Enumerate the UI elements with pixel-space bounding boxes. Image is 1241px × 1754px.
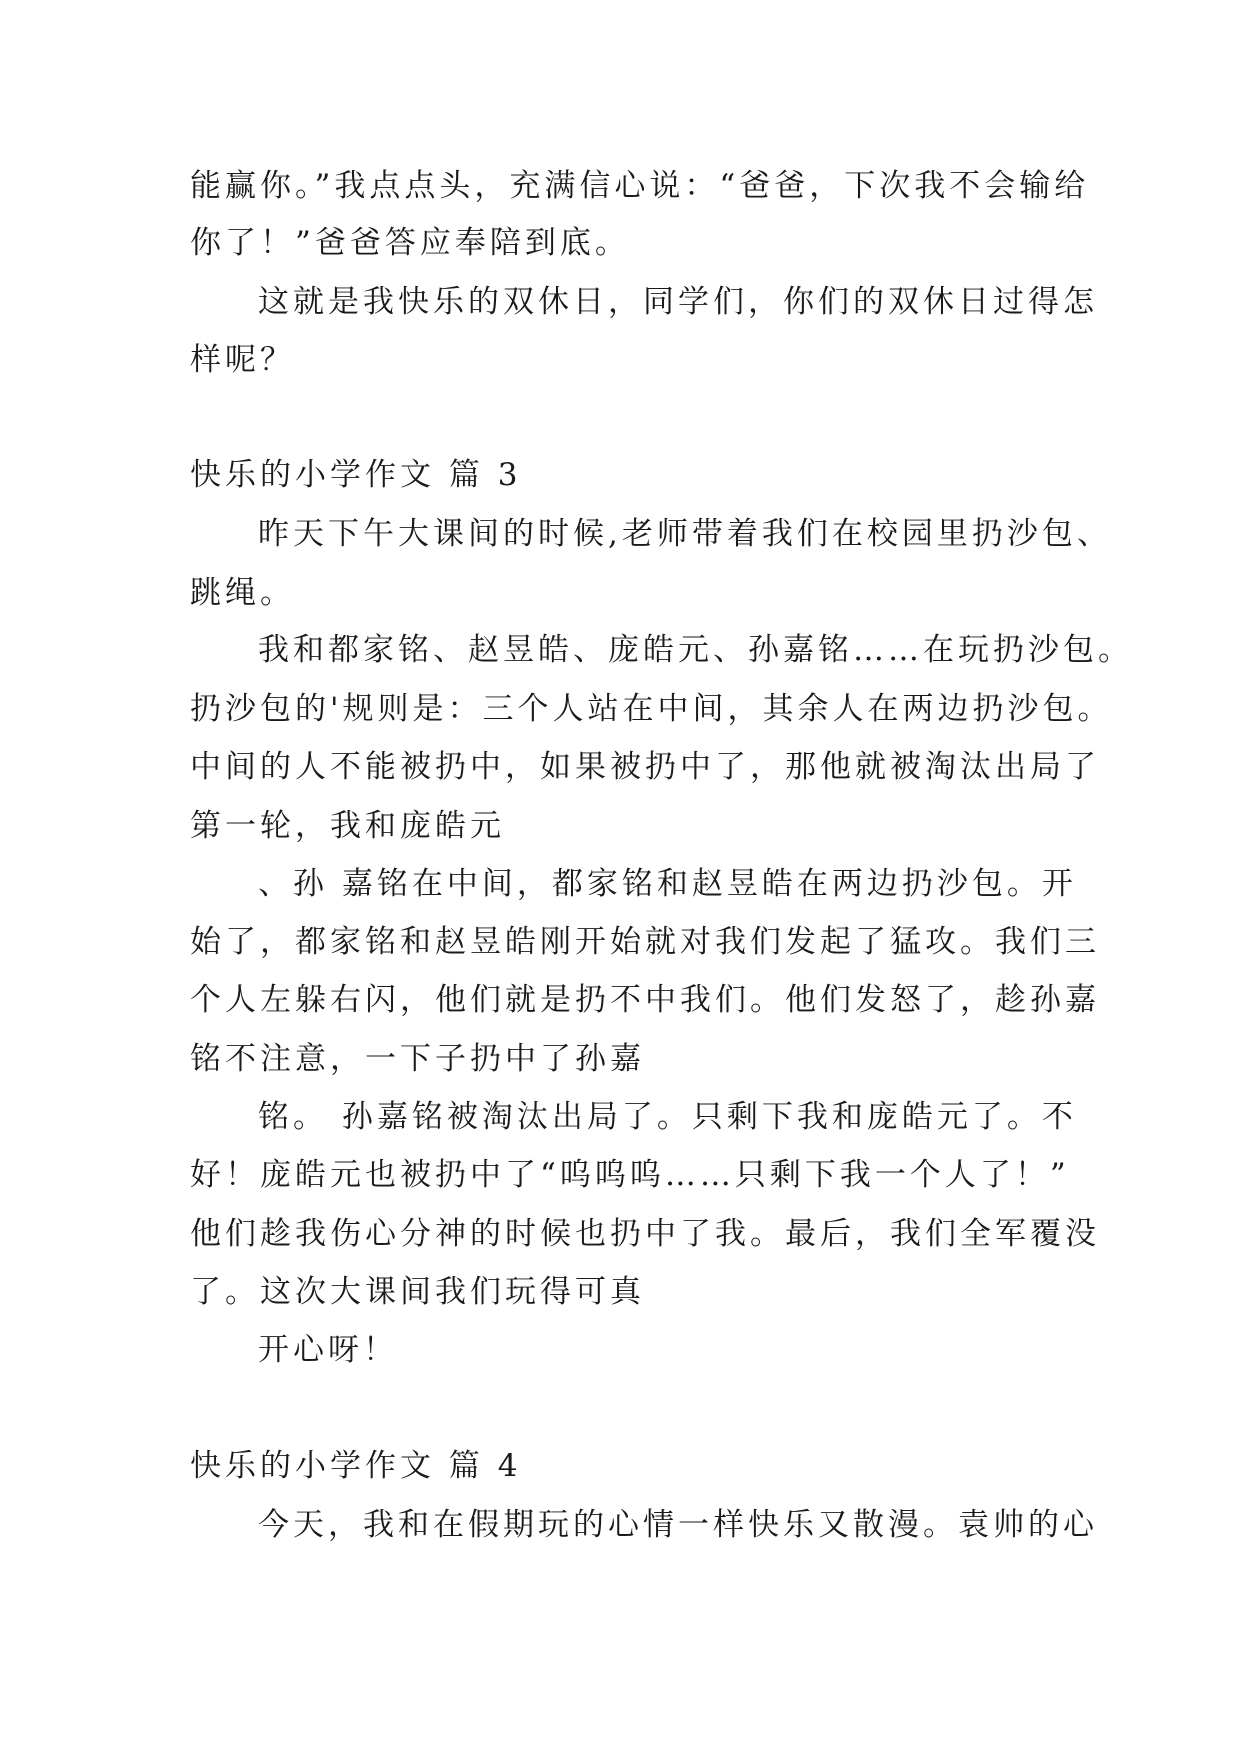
paragraph-line: 扔沙包的'规则是：三个人站在中间，其余人在两边扔沙包。 xyxy=(190,691,1113,727)
paragraph-line: 、孙 嘉铭在中间，都家铭和赵昱皓在两边扔沙包。开 xyxy=(258,866,1077,902)
paragraph-line: 了。这次大课间我们玩得可真 xyxy=(190,1274,645,1310)
paragraph-line: 开心呀！ xyxy=(258,1332,398,1368)
paragraph-line: 铭不注意，一下子扔中了孙嘉 xyxy=(190,1041,645,1077)
paragraph-line: 铭。 孙嘉铭被淘汰出局了。只剩下我和庞皓元了。不 xyxy=(258,1099,1077,1135)
paragraph-line: 我和都家铭、赵昱皓、庞皓元、孙嘉铭……在玩扔沙包。 xyxy=(258,632,1133,668)
paragraph-line: 第一轮，我和庞皓元 xyxy=(190,808,505,844)
paragraph-line: 能赢你。”我点点头，充满信心说：“爸爸，下次我不会输给 xyxy=(190,168,1090,204)
paragraph-line: 今天，我和在假期玩的心情一样快乐又散漫。袁帅的心 xyxy=(258,1507,1098,1543)
paragraph-line: 始了，都家铭和赵昱皓刚开始就对我们发起了猛攻。我们三 xyxy=(190,924,1100,960)
paragraph-line: 样呢？ xyxy=(190,342,295,378)
paragraph-line: 他们趁我伤心分神的时候也扔中了我。最后，我们全军覆没 xyxy=(190,1216,1100,1252)
paragraph-line: 跳绳。 xyxy=(190,575,295,611)
section-heading: 快乐的小学作文 篇 3 xyxy=(190,457,522,493)
paragraph-line: 这就是我快乐的双休日，同学们，你们的双休日过得怎 xyxy=(258,284,1098,320)
paragraph-line: 中间的人不能被扔中，如果被扔中了，那他就被淘汰出局了 xyxy=(190,749,1100,785)
section-heading: 快乐的小学作文 篇 4 xyxy=(190,1448,522,1484)
paragraph-line: 昨天下午大课间的时候,老师带着我们在校园里扔沙包、 xyxy=(258,516,1112,552)
paragraph-line: 好！庞皓元也被扔中了“呜呜呜……只剩下我一个人了！” xyxy=(190,1157,1070,1193)
paragraph-line: 你了！”爸爸答应奉陪到底。 xyxy=(190,225,630,261)
paragraph-line: 个人左躲右闪，他们就是扔不中我们。他们发怒了，趁孙嘉 xyxy=(190,982,1100,1018)
